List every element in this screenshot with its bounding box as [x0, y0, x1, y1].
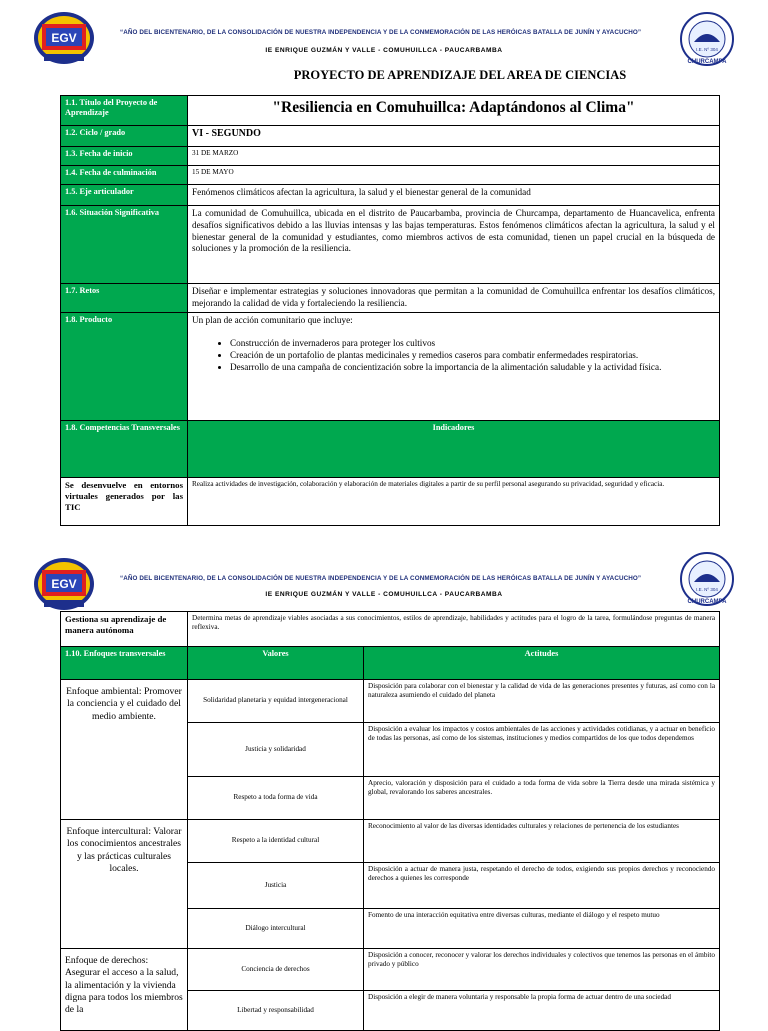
header-motto: “AÑO DEL BICENTENARIO, DE LA CONSOLIDACIÓN DE NUESTRA INDEPENDENCIA Y DE LA CONMEMORACIÓN DE LAS HERÓICAS BATALLA DE JUNÍN Y AYACUCHO”	[120, 575, 642, 582]
school-name: IE ENRIQUE GUZMÁN Y VALLE - COMUHUILLCA - PAUCARBAMBA	[265, 47, 503, 54]
valor-cell: Libertad y responsabilidad	[188, 991, 364, 1031]
row-enfoques-header	[61, 647, 720, 680]
tic-label: Se desenvuelve en entornos virtuales generados por las TIC	[61, 477, 188, 525]
row-culminacion	[61, 166, 720, 185]
producto-item: • Desarrollo de una campaña de concientización sobre la importancia de la alimentación saludable y la actividad física.	[230, 362, 715, 374]
school-logo-left	[32, 10, 96, 68]
actitud-cell: Disposición a evaluar los impactos y costos ambientales de las acciones y actividades cotidianas, y a actuar en beneficio de todas las personas, así como de los sistemas, instituciones y medios compartidos de los que todos dependemos	[364, 723, 720, 777]
table-row	[61, 949, 720, 991]
row-titulo	[61, 96, 720, 126]
table-row	[61, 680, 720, 723]
row-situacion	[61, 206, 720, 284]
actitud-cell: Disposición a conocer, reconocer y valorar los derechos individuales y colectivos que tenemos las personas en el ámbito privado y público	[364, 949, 720, 991]
producto-label: 1.8. Producto	[61, 312, 188, 420]
gestiona-value: Determina metas de aprendizaje viables asociadas a sus conocimientos, estilos de aprendizaje, habilidades y actitudes para el logro de la tarea, formulándose preguntas de manera reflexiva.	[188, 612, 720, 647]
producto-intro: Un plan de acción comunitario que incluye:	[192, 314, 353, 325]
valor-cell: Respeto a la identidad cultural	[188, 820, 364, 863]
row-producto	[61, 312, 720, 420]
valores-header: Valores	[188, 647, 364, 680]
school-logo-left	[32, 556, 96, 614]
logo-left-text: EGV	[51, 577, 77, 591]
inicio-value: 31 DE MARZO	[188, 147, 720, 166]
retos-label: 1.7. Retos	[61, 284, 188, 313]
inicio-label: 1.3. Fecha de inicio	[61, 147, 188, 166]
titulo-value: "Resiliencia en Comuhuillca: Adaptándonos al Clima"	[188, 96, 720, 126]
actitud-cell: Aprecio, valoración y disposición para el cuidado a toda forma de vida sobre la Tierra desde una mirada sistémica y global, revalorando los saberes ancestrales.	[364, 777, 720, 820]
school-logo-right	[676, 12, 738, 66]
row-competencias	[61, 420, 720, 477]
tic-value: Realiza actividades de investigación, colaboración y elaboración de materiales digitales a partir de su perfil personal asegurando su privacidad, seguridad y eficacia.	[188, 477, 720, 525]
competencias-label: 1.8. Competencias Transversales	[61, 420, 188, 477]
school-logo-right	[676, 552, 738, 606]
valor-cell: Respeto a toda forma de vida	[188, 777, 364, 820]
producto-list	[192, 338, 715, 373]
logo-right-code: I.E. Nº 304	[696, 587, 718, 592]
row-gestiona	[61, 612, 720, 647]
valor-cell: Solidaridad planetaria y equidad intergeneracional	[188, 680, 364, 723]
actitud-cell: Fomento de una interacción equitativa entre diversas culturas, mediante el diálogo y el respeto mutuo	[364, 909, 720, 949]
valor-cell: Justicia	[188, 863, 364, 909]
row-tic	[61, 477, 720, 525]
titulo-label: 1.1. Título del Proyecto de Aprendizaje	[61, 96, 188, 126]
producto-item: • Construcción de invernaderos para proteger los cultivos	[230, 338, 715, 350]
actitud-cell: Disposición a actuar de manera justa, respetando el derecho de todos, exigiendo sus propios derechos y reconociendo derechos a quienes les corresponde	[364, 863, 720, 909]
row-eje	[61, 185, 720, 206]
situacion-label: 1.6. Situación Significativa	[61, 206, 188, 284]
situacion-value: La comunidad de Comuhuillca, ubicada en el distrito de Paucarbamba, provincia de Churcampa, departamento de Huancavelica, enfrenta desafíos significativos debido a las lluvias intensas y las bajas temperaturas. Estos fenómenos climáticos afectan la agricultura, la salud y el bienestar general de la comunidad y estudiantes, como miembros activos de esta comunidad, tienen un papel crucial en la búsqueda de soluciones y la promoción de la resiliencia.	[188, 206, 720, 284]
valor-cell: Conciencia de derechos	[188, 949, 364, 991]
valor-cell: Diálogo intercultural	[188, 909, 364, 949]
enfoque-derechos: Enfoque de derechos: Asegurar el acceso a la salud, la alimentación y la vivienda digna para todos los miembros de la	[61, 949, 188, 1031]
actitud-cell: Disposición para colaborar con el bienestar y la calidad de vida de las generaciones presentes y futuras, así como con la naturaleza asumiendo el cuidado del planeta	[364, 680, 720, 723]
document-title: PROYECTO DE APRENDIZAJE DEL AREA DE CIENCIAS	[293, 68, 627, 82]
enfoques-table	[60, 611, 720, 1031]
actitudes-header: Actitudes	[364, 647, 720, 680]
producto-item: • Creación de un portafolio de plantas medicinales y remedios caseros para combatir enfermedades respiratorias.	[230, 350, 715, 362]
eje-label: 1.5. Eje articulador	[61, 185, 188, 206]
logo-right-text: CHURCAMPA	[687, 59, 727, 65]
actitud-cell: Reconocimiento al valor de las diversas identidades culturales y relaciones de pertenencia de los estudiantes	[364, 820, 720, 863]
producto-value	[188, 312, 720, 420]
row-inicio	[61, 147, 720, 166]
project-table	[60, 95, 720, 526]
header-motto: “AÑO DEL BICENTENARIO, DE LA CONSOLIDACIÓN DE NUESTRA INDEPENDENCIA Y DE LA CONMEMORACIÓN DE LAS HERÓICAS BATALLA DE JUNÍN Y AYACUCHO”	[120, 29, 642, 36]
indicadores-header: Indicadores	[188, 420, 720, 477]
ciclo-label: 1.2. Ciclo / grado	[61, 126, 188, 147]
culminacion-value: 15 DE MAYO	[188, 166, 720, 185]
enfoque-intercultural: Enfoque intercultural: Valorar los conocimientos ancestrales y las prácticas culturales locales.	[61, 820, 188, 949]
logo-left-text: EGV	[51, 31, 77, 45]
row-ciclo	[61, 126, 720, 147]
logo-right-text: CHURCAMPA	[687, 599, 727, 605]
table-row	[61, 820, 720, 863]
row-retos	[61, 284, 720, 313]
enfoque-ambiental: Enfoque ambiental: Promover la conciencia y el cuidado del medio ambiente.	[61, 680, 188, 820]
retos-value: Diseñar e implementar estrategias y soluciones innovadoras que permitan a la comunidad de Comuhuillca enfrentar los desafíos climáticos, mejorando la calidad de vida y fortaleciendo la resiliencia.	[188, 284, 720, 313]
school-name: IE ENRIQUE GUZMÁN Y VALLE - COMUHUILLCA - PAUCARBAMBA	[265, 591, 503, 598]
logo-right-code: I.E. Nº 304	[696, 47, 718, 52]
enfoques-label: 1.10. Enfoques transversales	[61, 647, 188, 680]
culminacion-label: 1.4. Fecha de culminación	[61, 166, 188, 185]
eje-value: Fenómenos climáticos afectan la agricultura, la salud y el bienestar general de la comunidad	[188, 185, 720, 206]
gestiona-label: Gestiona su aprendizaje de manera autónoma	[61, 612, 188, 647]
ciclo-value: VI - SEGUNDO	[188, 126, 720, 147]
actitud-cell: Disposición a elegir de manera voluntaria y responsable la propia forma de actuar dentro de una sociedad	[364, 991, 720, 1031]
page-2	[0, 548, 768, 1024]
valor-cell: Justicia y solidaridad	[188, 723, 364, 777]
